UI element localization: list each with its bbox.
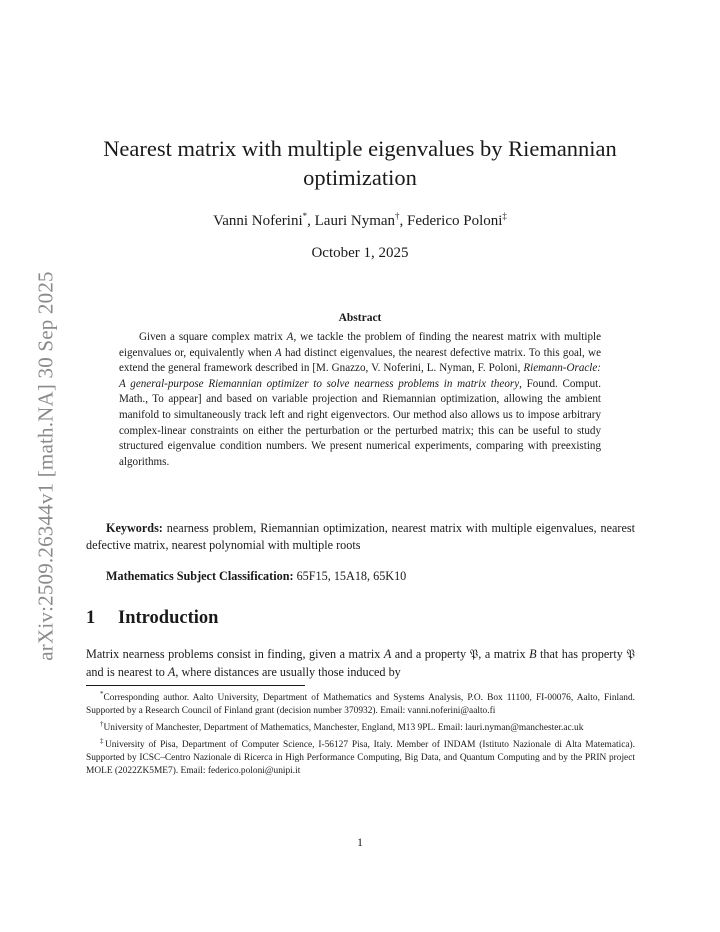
keywords-label: Keywords:: [106, 521, 163, 535]
footnote-text: University of Manchester, Department of Mathematics, Manchester, England, M13 9PL. Email: lauri.nyman@manchester.ac.uk: [103, 723, 584, 734]
publication-date: October 1, 2025: [311, 245, 409, 261]
abstract-text: Given a square complex matrix: [139, 331, 287, 343]
body-text: and is nearest to: [86, 664, 168, 679]
footnotes: [86, 688, 635, 778]
page-number: 1: [357, 835, 363, 849]
body-text: , where distances are usually those induced by: [175, 664, 401, 679]
author-separator: ,: [399, 213, 408, 229]
footnote-affiliation-manchester: [86, 718, 635, 735]
body-text: and a property: [391, 647, 470, 661]
body-text: , a matrix: [478, 647, 530, 661]
author-footnote-mark[interactable]: *: [302, 211, 308, 221]
author-noferini: Vanni Noferini: [213, 213, 303, 229]
math-symbol: 𝔓: [626, 647, 635, 661]
author-nyman: Lauri Nyman: [314, 213, 396, 229]
msc-text: 65F15, 15A18, 65K10: [293, 569, 407, 583]
author-separator: ,: [307, 213, 315, 229]
math-symbol: A: [286, 331, 294, 343]
abstract-text: , we tackle the problem of finding the nearest matrix with multiple eigenvalues or, equivalently when: [119, 331, 602, 359]
keywords-text: nearness problem, Riemannian optimization, nearest matrix with multiple eigenvalues, nearest defective matrix, nearest polynomial with multiple roots: [86, 521, 635, 552]
keywords: [86, 520, 635, 554]
body-text: that has property: [536, 647, 627, 661]
section-heading-introduction: [86, 608, 218, 629]
footnote-mark: †: [100, 720, 104, 729]
math-symbol: A: [167, 664, 176, 679]
msc-label: Mathematics Subject Classification:: [106, 569, 294, 583]
footnote-affiliation-pisa: [86, 735, 635, 778]
footnote-corresponding-author: [86, 688, 635, 718]
arxiv-identifier-stamp: arXiv:2509.26344v1 [math.NA] 30 Sep 2025: [33, 271, 58, 661]
math-symbol: A: [274, 346, 282, 359]
footnote-mark: ‡: [100, 737, 106, 746]
abstract-heading: Abstract: [338, 312, 382, 324]
abstract-text: , Found. Comput. Math., To appear] and based on variable projection and Riemannian optimization, allowing the ambient manifold to simultaneously track left and right eigenvectors. Our method also allows us to impose arbitrary complex-linear constraints on either the perturbation or the perturbed matrix; this can be useful to study structured eigenvalue condition numbers. We present numerical experiments, comparing with preexisting algorithms.: [119, 377, 601, 468]
paper-title: Nearest matrix with multiple eigenvalues by Riemannian optimization: [103, 136, 617, 190]
math-symbol: B: [529, 647, 537, 661]
author-footnote-mark[interactable]: ‡: [502, 211, 507, 221]
footnote-divider: [86, 685, 305, 686]
cited-work-title: Riemann-Oracle: A general-purpose Riemannian optimizer to solve nearness problems in matrix theory: [119, 362, 601, 390]
section-number: 1: [86, 608, 96, 628]
footnote-text: Corresponding author. Aalto University, Department of Mathematics and Systems Analysis, P.O. Box 11100, FI-00076, Aalto, Finland. Supported by a Research Council of Finland grant (decision number 370932). Email: vanni.noferini@aalto.fi: [86, 693, 635, 717]
abstract-body: [119, 330, 601, 470]
msc-classification: [86, 568, 635, 585]
math-symbol: A: [383, 647, 392, 661]
author-footnote-mark[interactable]: †: [395, 211, 400, 221]
author-poloni: Federico Poloni: [407, 213, 503, 229]
footnote-mark: *: [100, 690, 104, 698]
introduction-paragraph: [86, 646, 635, 681]
body-text: Matrix nearness problems consist in finding, given a matrix: [86, 647, 384, 661]
abstract-text: had distinct eigenvalues, the nearest defective matrix. To this goal, we extend the general framework described in [M. Gnazzo, V. Noferini, L. Nyman, F. Poloni,: [119, 346, 601, 375]
author-list: [100, 211, 620, 230]
math-symbol: 𝔓: [469, 647, 479, 661]
section-title: Introduction: [118, 608, 219, 628]
footnote-text: University of Pisa, Department of Computer Science, I-56127 Pisa, Italy. Member of INDAM (Istituto Nazionale di Alta Matematica). Supported by ICSC–Centro Nazionale di Ricerca in High Performance Computing, Big Data, and Quantum Computing and by the PRIN project MOLE (2022ZK5ME7). Email: federico.poloni@unipi.it: [86, 740, 636, 777]
